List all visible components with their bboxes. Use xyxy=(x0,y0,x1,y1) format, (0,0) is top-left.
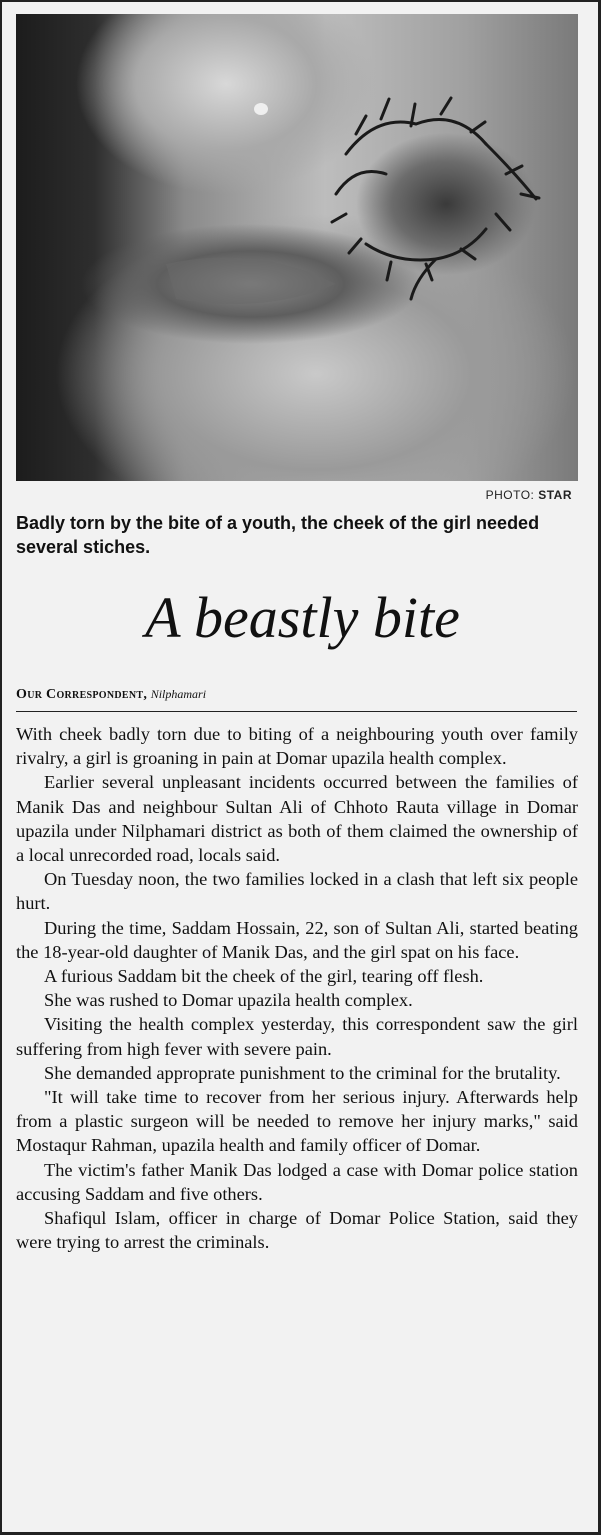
article-paragraph: Visiting the health complex yesterday, this correspondent saw the girl suffering from high fever with severe pain. xyxy=(16,1014,578,1059)
photo-illustration xyxy=(16,14,578,481)
article-paragraph: "It will take time to recover from her serious injury. Afterwards help from a plastic surgeon will be needed to remove her injury marks," said Mostaqur Rahman, upazila health and family officer of Domar. xyxy=(16,1087,578,1156)
article-paragraph: Shafiqul Islam, officer in charge of Domar Police Station, said they were trying to arrest the criminals. xyxy=(16,1208,578,1253)
headline: A beastly bite xyxy=(145,585,460,650)
article-paragraph: On Tuesday noon, the two families locked in a clash that left six people hurt. xyxy=(16,869,578,914)
article-paragraph: She demanded approprate punishment to the criminal for the brutality. xyxy=(44,1062,561,1083)
article-paragraph: The victim's father Manik Das lodged a case with Domar police station accusing Saddam and five others. xyxy=(16,1159,578,1204)
byline-place: Nilphamari xyxy=(150,687,207,701)
photo-caption: Badly torn by the bite of a youth, the cheek of the girl needed several stiches. xyxy=(16,513,540,557)
photo-credit-label: PHOTO: xyxy=(485,488,535,502)
article-paragraph: With cheek badly torn due to biting of a neighbouring youth over family rivalry, a girl is groaning in pain at Domar upazila health complex. xyxy=(16,724,578,769)
byline-author: Our Correspondent, xyxy=(16,687,148,702)
article-paragraph: During the time, Saddam Hossain, 22, son of Sultan Ali, started beating the 18-year-old daughter of Manik Das, and the girl spat on his face. xyxy=(16,917,578,962)
article-paragraph: Earlier several unpleasant incidents occurred between the families of Manik Das and neighbour Sultan Ali of Chhoto Rauta village in Domar upazila under Nilphamari district as both of them claimed the ownership of a local unrecorded road, locals said. xyxy=(16,772,578,866)
article-paragraph: She was rushed to Domar upazila health complex. xyxy=(44,990,413,1011)
article-paragraph: A furious Saddam bit the cheek of the girl, tearing off flesh. xyxy=(44,966,484,987)
byline xyxy=(16,685,577,712)
news-photo xyxy=(16,14,578,481)
article-body xyxy=(16,722,578,1254)
photo-credit-source: STAR xyxy=(538,488,572,502)
photo-credit xyxy=(486,488,572,502)
